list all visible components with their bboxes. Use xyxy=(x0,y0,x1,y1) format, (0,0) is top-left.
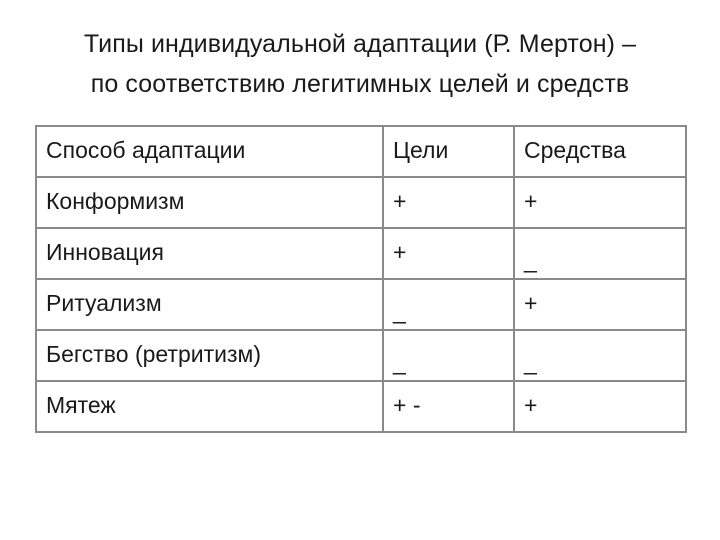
goals-cell xyxy=(383,381,514,432)
method-cell xyxy=(36,330,383,381)
table-row xyxy=(36,330,686,381)
goals-cell xyxy=(383,330,514,381)
method-label: Бегство (ретритизм) xyxy=(46,341,261,367)
goals-value: + - xyxy=(393,392,421,418)
method-cell xyxy=(36,279,383,330)
goals-value: + xyxy=(393,239,407,265)
header-label-means: Средства xyxy=(524,137,626,163)
table-row xyxy=(36,177,686,228)
means-cell xyxy=(514,381,686,432)
means-value: + xyxy=(524,188,538,214)
slide-title xyxy=(0,24,720,104)
method-cell xyxy=(36,381,383,432)
table-row xyxy=(36,228,686,279)
means-cell xyxy=(514,330,686,381)
header-label-goals: Цели xyxy=(393,137,449,163)
method-cell xyxy=(36,177,383,228)
means-value: _ xyxy=(524,349,537,375)
means-cell xyxy=(514,228,686,279)
title-line-2: по соответствию легитимных целей и средств xyxy=(90,70,630,98)
means-value: + xyxy=(524,392,538,418)
header-cell-method xyxy=(36,126,383,177)
header-cell-means xyxy=(514,126,686,177)
means-value: + xyxy=(524,290,538,316)
header-cell-goals xyxy=(383,126,514,177)
method-label: Инновация xyxy=(46,239,164,265)
method-label: Мятеж xyxy=(46,392,116,418)
adaptation-table xyxy=(35,125,687,433)
table-header-row xyxy=(36,126,686,177)
goals-cell xyxy=(383,228,514,279)
goals-value: _ xyxy=(393,349,406,375)
means-value: _ xyxy=(524,247,537,273)
goals-value: _ xyxy=(393,298,406,324)
header-label-method: Способ адаптации xyxy=(46,137,246,163)
table-row xyxy=(36,279,686,330)
method-cell xyxy=(36,228,383,279)
title-line-1: Типы индивидуальной адаптации (Р. Мертон) – xyxy=(83,30,637,58)
means-cell xyxy=(514,279,686,330)
adaptation-table-container xyxy=(35,125,685,433)
method-label: Конформизм xyxy=(46,188,185,214)
goals-value: + xyxy=(393,188,407,214)
goals-cell xyxy=(383,279,514,330)
goals-cell xyxy=(383,177,514,228)
table-row xyxy=(36,381,686,432)
method-label: Ритуализм xyxy=(46,290,162,316)
means-cell xyxy=(514,177,686,228)
